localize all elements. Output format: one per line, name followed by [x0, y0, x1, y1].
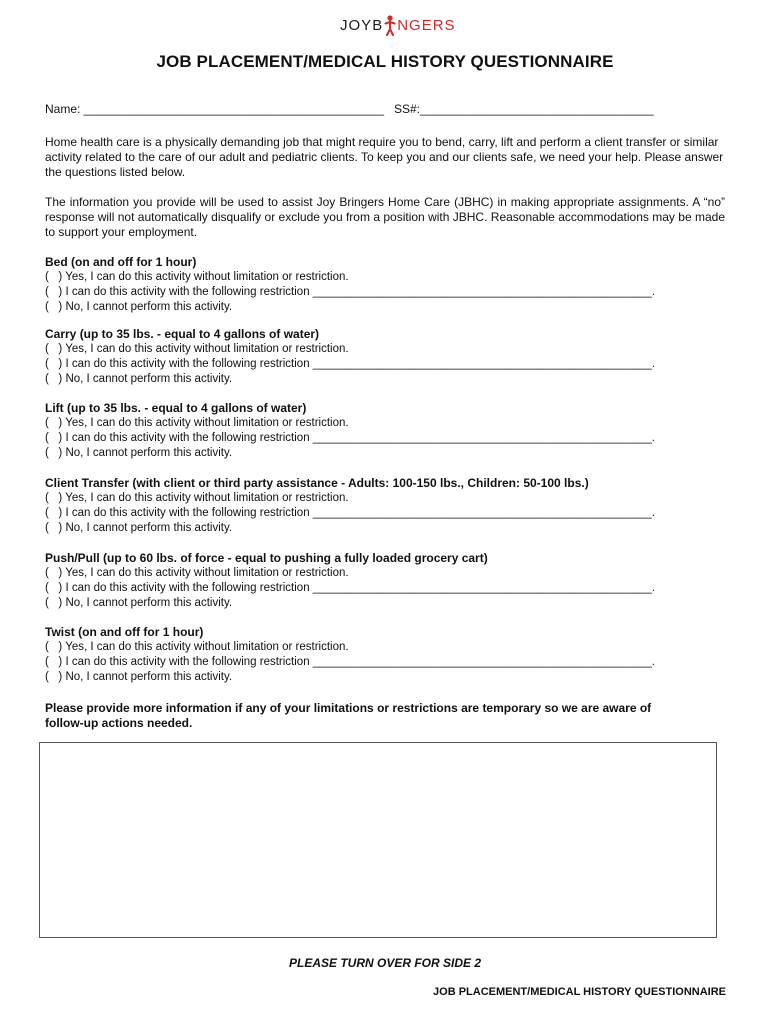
option-yes[interactable]: ( ) Yes, I can do this activity without limitation or restriction.	[45, 343, 349, 355]
question-bed	[45, 255, 725, 315]
logo-text-ngers: NGERS	[397, 16, 456, 34]
person-figure-icon	[384, 14, 396, 36]
question-push-pull	[45, 551, 725, 611]
intro-paragraph-1: Home health care is a physically demanding job that might require you to bend, carry, lift and perform a client transfer or similar activity related to the care of our adult and pediatric clients. To keep you and our clients safe, we need your help. Please answer the questions listed below.	[45, 135, 724, 179]
option-restriction[interactable]: ( ) I can do this activity with the following restriction _____________________________________________________.	[45, 656, 655, 668]
additional-info-prompt: Please provide more information if any of your limitations or restrictions are temporary so we are aware of follow-up actions needed.	[45, 701, 652, 730]
question-heading: Lift (up to 35 lbs. - equal to 4 gallons of water)	[45, 401, 307, 415]
option-restriction[interactable]: ( ) I can do this activity with the following restriction _____________________________________________________.	[45, 358, 655, 370]
logo-text-b: B	[372, 16, 384, 34]
question-twist	[45, 625, 725, 685]
option-no[interactable]: ( ) No, I cannot perform this activity.	[45, 671, 233, 683]
additional-info-textbox[interactable]	[39, 742, 717, 938]
joy-bringers-logo	[340, 14, 456, 36]
option-yes[interactable]: ( ) Yes, I can do this activity without limitation or restriction.	[45, 492, 349, 504]
page-footer: JOB PLACEMENT/MEDICAL HISTORY QUESTIONNAIRE	[433, 986, 726, 998]
option-yes[interactable]: ( ) Yes, I can do this activity without limitation or restriction.	[45, 417, 349, 429]
option-restriction[interactable]: ( ) I can do this activity with the following restriction _____________________________________________________.	[45, 432, 655, 444]
turn-over-notice: PLEASE TURN OVER FOR SIDE 2	[288, 956, 482, 970]
option-no[interactable]: ( ) No, I cannot perform this activity.	[45, 373, 233, 385]
question-lift	[45, 401, 725, 461]
question-heading: Bed (on and off for 1 hour)	[45, 255, 197, 269]
option-restriction[interactable]: ( ) I can do this activity with the following restriction _____________________________________________________.	[45, 507, 655, 519]
intro-paragraph-2: The information you provide will be used to assist Joy Bringers Home Care (JBHC) in making appropriate assignments. A “no” response will not automatically disqualify or exclude you from a position with JBHC. Reasonable accommodations may be made to support your employment.	[45, 195, 725, 239]
option-no[interactable]: ( ) No, I cannot perform this activity.	[45, 447, 233, 459]
option-yes[interactable]: ( ) Yes, I can do this activity without limitation or restriction.	[45, 271, 349, 283]
option-no[interactable]: ( ) No, I cannot perform this activity.	[45, 301, 233, 313]
page-title: JOB PLACEMENT/MEDICAL HISTORY QUESTIONNAIRE	[156, 52, 614, 71]
option-yes[interactable]: ( ) Yes, I can do this activity without limitation or restriction.	[45, 567, 349, 579]
question-client-transfer	[45, 476, 725, 536]
name-ss-row[interactable]: Name: _____________________________________________ SS#:___________________________________	[45, 102, 654, 116]
option-no[interactable]: ( ) No, I cannot perform this activity.	[45, 597, 233, 609]
question-heading: Twist (on and off for 1 hour)	[45, 625, 204, 639]
question-heading: Client Transfer (with client or third party assistance - Adults: 100-150 lbs., Children: 50-100 lbs.)	[45, 476, 589, 490]
option-restriction[interactable]: ( ) I can do this activity with the following restriction _____________________________________________________.	[45, 582, 655, 594]
option-yes[interactable]: ( ) Yes, I can do this activity without limitation or restriction.	[45, 641, 349, 653]
option-restriction[interactable]: ( ) I can do this activity with the following restriction _____________________________________________________.	[45, 286, 655, 298]
logo-text-joy: JOY	[340, 16, 373, 34]
option-no[interactable]: ( ) No, I cannot perform this activity.	[45, 522, 233, 534]
question-heading: Push/Pull (up to 60 lbs. of force - equal to pushing a fully loaded grocery cart)	[45, 551, 488, 565]
question-heading: Carry (up to 35 lbs. - equal to 4 gallons of water)	[45, 327, 320, 341]
question-carry	[45, 327, 725, 387]
